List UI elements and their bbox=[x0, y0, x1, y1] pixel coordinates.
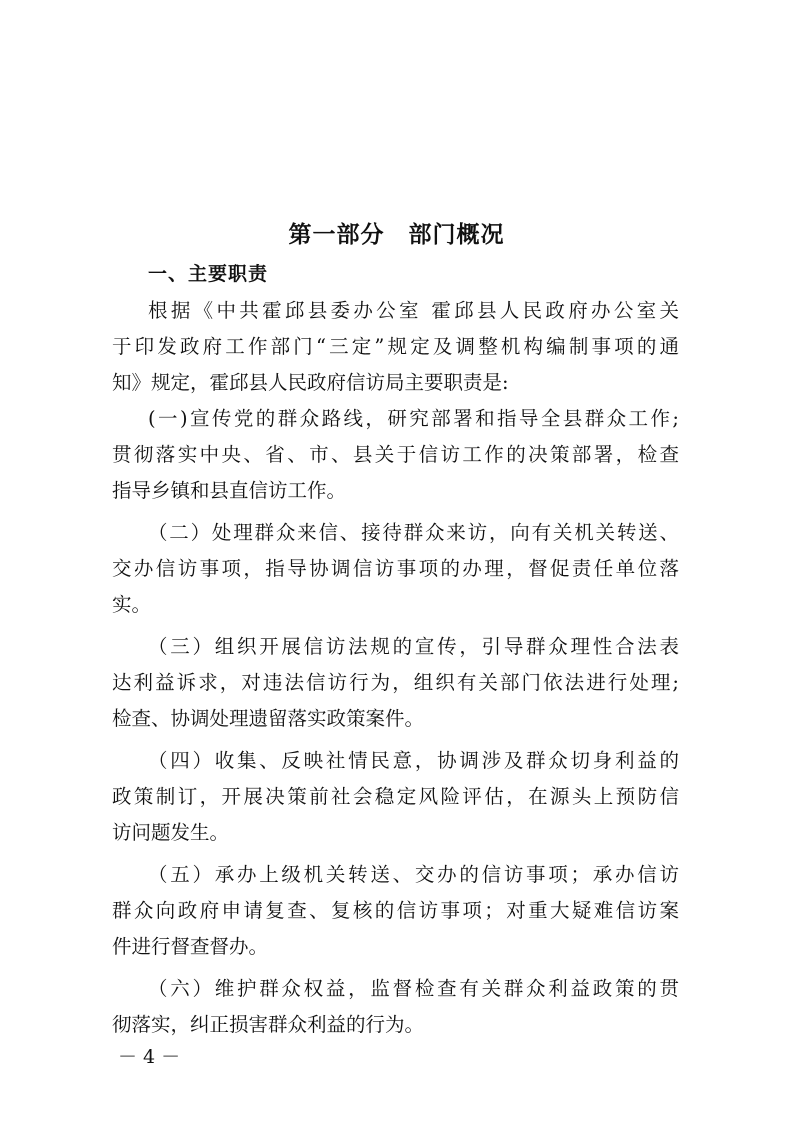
body-line: （六）维护群众权益，监督检查有关群众利益政策的贯 bbox=[148, 977, 679, 1000]
body-line: 知》规定，霍邱县人民政府信访局主要职责是: bbox=[112, 371, 509, 394]
body-line: (一)宣传党的群众路线，研究部署和指导全县群众工作; bbox=[148, 407, 679, 430]
body-line: 实。 bbox=[112, 593, 152, 616]
page-number: － 4 － bbox=[118, 1046, 181, 1068]
section-heading: 一、主要职责 bbox=[148, 263, 269, 285]
body-line: （四）收集、反映社情民意，协调涉及群众切身利益的 bbox=[148, 749, 679, 772]
body-line: （二）处理群众来信、接待群众来访，向有关机关转送、 bbox=[148, 521, 679, 544]
body-line: 群众向政府申请复查、复核的信访事项；对重大疑难信访案 bbox=[112, 899, 679, 922]
body-line: 于印发政府工作部门“三定”规定及调整机构编制事项的通 bbox=[112, 335, 679, 358]
body-line: 检查、协调处理遗留落实政策案件。 bbox=[112, 707, 425, 730]
body-line: 访问题发生。 bbox=[112, 821, 230, 844]
body-line: 指导乡镇和县直信访工作。 bbox=[112, 479, 347, 502]
body-line: 政策制订，开展决策前社会稳定风险评估，在源头上预防信 bbox=[112, 785, 679, 808]
page-title: 第一部分 部门概况 bbox=[288, 222, 505, 248]
body-line: （三）组织开展信访法规的宣传，引导群众理性合法表 bbox=[148, 635, 679, 658]
body-line: 根据《中共霍邱县委办公室 霍邱县人民政府办公室关 bbox=[148, 299, 679, 322]
body-line: （五）承办上级机关转送、交办的信访事项；承办信访 bbox=[148, 863, 679, 886]
body-line: 彻落实，纠正损害群众利益的行为。 bbox=[112, 1013, 425, 1036]
body-line: 交办信访事项，指导协调信访事项的办理，督促责任单位落 bbox=[112, 557, 679, 580]
body-line: 达利益诉求，对违法信访行为，组织有关部门依法进行处理; bbox=[112, 671, 679, 694]
body-line: 贯彻落实中央、省、市、县关于信访工作的决策部署，检查 bbox=[112, 443, 679, 466]
body-line: 件进行督查督办。 bbox=[112, 935, 269, 958]
